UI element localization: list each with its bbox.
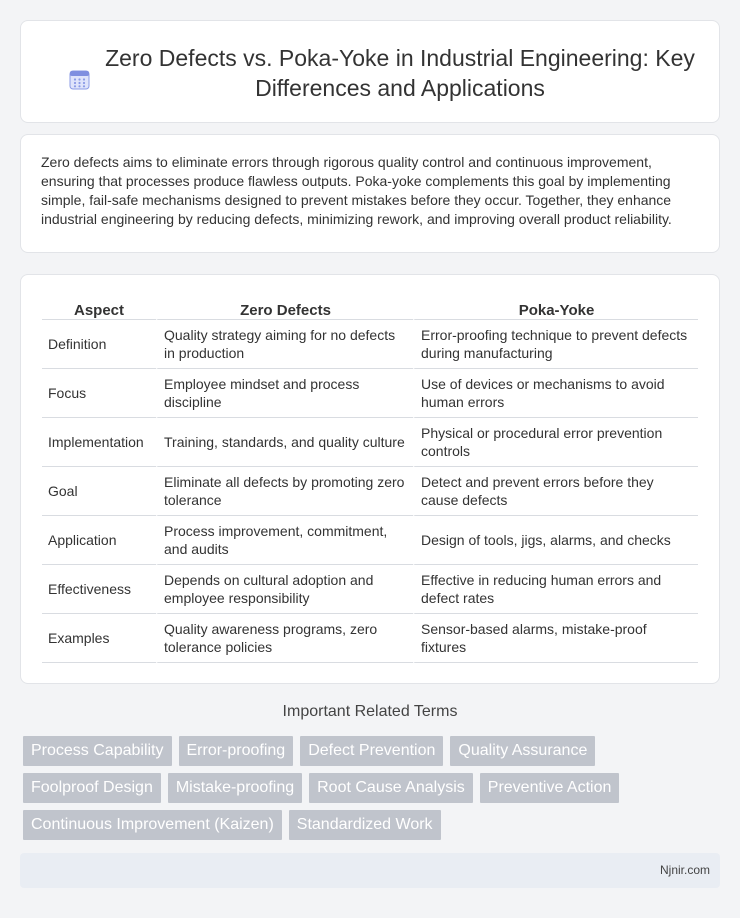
table-row [42, 467, 698, 516]
zero-defects-cell: Training, standards, and quality culture [156, 418, 413, 467]
header-poka-yoke: Poka-Yoke [413, 297, 698, 320]
table-row [42, 369, 698, 418]
comparison-card [20, 274, 720, 684]
poka-yoke-cell: Sensor-based alarms, mistake-proof fixtures [413, 614, 698, 663]
footer-site-name: Njnir.com [659, 863, 710, 877]
related-term-tag[interactable]: Defect Prevention [300, 736, 443, 766]
aspect-cell: Implementation [42, 418, 156, 467]
poka-yoke-cell: Detect and prevent errors before they cause defects [413, 467, 698, 516]
related-term-tag[interactable]: Continuous Improvement (Kaizen) [23, 810, 282, 840]
related-term-tag[interactable]: Standardized Work [289, 810, 441, 840]
aspect-cell: Application [42, 516, 156, 565]
title-card [20, 20, 720, 123]
related-term-tag[interactable]: Foolproof Design [23, 773, 161, 803]
header-zero-defects: Zero Defects [156, 297, 413, 320]
related-terms-title: Important Related Terms [282, 703, 458, 720]
table-row [42, 320, 698, 369]
aspect-cell: Effectiveness [42, 565, 156, 614]
aspect-cell: Focus [42, 369, 156, 418]
calendar-icon [68, 67, 92, 91]
aspect-cell: Examples [42, 614, 156, 663]
related-term-tag[interactable]: Quality Assurance [450, 736, 595, 766]
zero-defects-cell: Depends on cultural adoption and employee responsibility [156, 565, 413, 614]
table-row [42, 565, 698, 614]
zero-defects-cell: Employee mindset and process discipline [156, 369, 413, 418]
zero-defects-cell: Eliminate all defects by promoting zero tolerance [156, 467, 413, 516]
related-term-tag[interactable]: Root Cause Analysis [309, 773, 473, 803]
header-aspect: Aspect [42, 297, 156, 320]
poka-yoke-cell: Physical or procedural error prevention controls [413, 418, 698, 467]
related-term-tag[interactable]: Error-proofing [179, 736, 294, 766]
aspect-cell: Goal [42, 467, 156, 516]
intro-card [20, 134, 720, 253]
related-terms-list [23, 736, 723, 847]
page-title: Zero Defects vs. Poka-Yoke in Industrial Engineering: Key Differences and Applications [105, 45, 695, 101]
table-row [42, 418, 698, 467]
zero-defects-cell: Process improvement, commitment, and audits [156, 516, 413, 565]
poka-yoke-cell: Effective in reducing human errors and defect rates [413, 565, 698, 614]
related-term-tag[interactable]: Preventive Action [480, 773, 620, 803]
table-header-row [42, 297, 698, 320]
aspect-cell: Definition [42, 320, 156, 369]
intro-paragraph: Zero defects aims to eliminate errors through rigorous quality control and continuous improvement, ensuring that processes produce flawless outputs. Poka-yoke complements this goal by implementing simple, fail-safe mechanisms designed to prevent mistakes before they occur. Together, they enhance industrial engineering by reducing defects, minimizing rework, and improving overall product reliability. [41, 154, 672, 227]
table-row [42, 614, 698, 663]
zero-defects-cell: Quality strategy aiming for no defects in production [156, 320, 413, 369]
comparison-table [42, 297, 698, 663]
poka-yoke-cell: Design of tools, jigs, alarms, and checks [413, 516, 698, 565]
related-term-tag[interactable]: Process Capability [23, 736, 172, 766]
poka-yoke-cell: Use of devices or mechanisms to avoid human errors [413, 369, 698, 418]
zero-defects-cell: Quality awareness programs, zero tolerance policies [156, 614, 413, 663]
footer [20, 853, 720, 888]
table-row [42, 516, 698, 565]
poka-yoke-cell: Error-proofing technique to prevent defects during manufacturing [413, 320, 698, 369]
related-term-tag[interactable]: Mistake-proofing [168, 773, 302, 803]
